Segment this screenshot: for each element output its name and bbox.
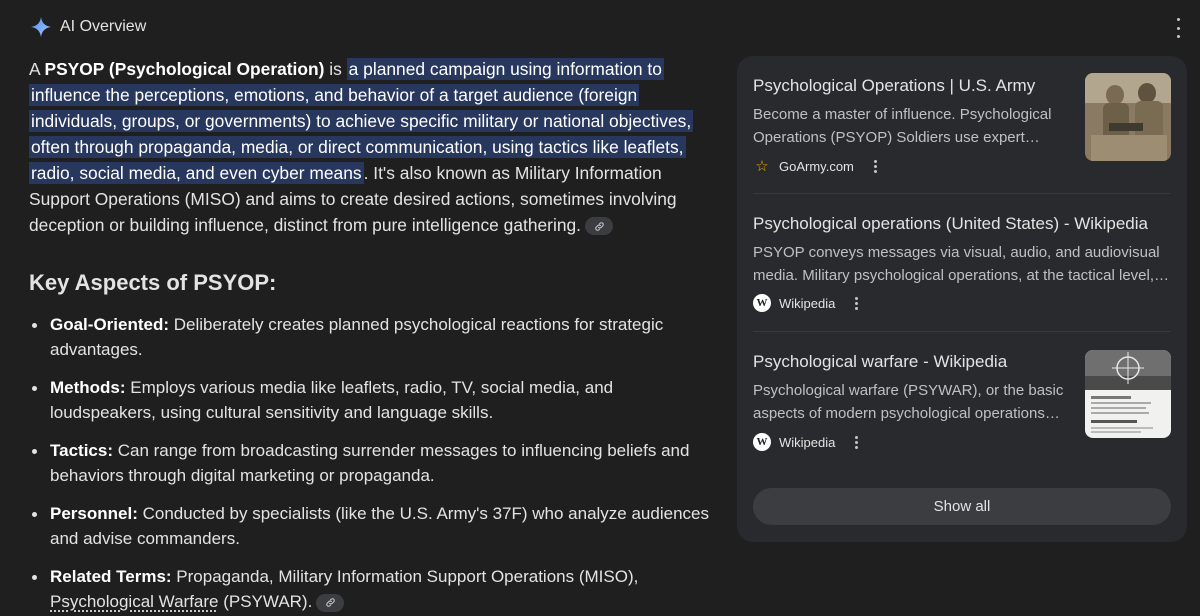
source-site — [753, 294, 862, 312]
intro-paragraph — [29, 56, 709, 238]
source-more-icon[interactable] — [870, 160, 881, 173]
soldiers-thumbnail — [1085, 73, 1171, 161]
aspect-text: Conducted by specialists (like the U.S. Army's 37F) who analyze audiences and advise commanders. — [50, 504, 709, 548]
aspect-label: Related Terms: — [50, 567, 172, 586]
section-heading: Key Aspects of PSYOP: — [29, 270, 277, 295]
aspect-text: Employs various media like leaflets, radio, TV, social media, and loudspeakers, using cultural sensitivity and language skills. — [50, 378, 614, 422]
snippet-line: aspects of modern psychological operations… — [753, 405, 1060, 422]
leaflet-thumbnail — [1085, 350, 1171, 438]
aspect-text: Propaganda, Military Information Support Operations (MISO), — [171, 567, 639, 586]
source-site-name: Wikipedia — [779, 434, 836, 450]
source-site-name: Wikipedia — [779, 295, 836, 311]
snippet-line: Become a master of influence. Psychological — [753, 106, 1052, 123]
aspect-text: Deliberately creates planned psychological reactions for strategic advantages. — [50, 315, 664, 359]
list-item — [29, 501, 709, 551]
list-item — [29, 312, 709, 362]
wikipedia-icon: W — [753, 433, 771, 451]
citation-link-chip[interactable] — [585, 217, 613, 235]
ai-overview-title: AI Overview — [60, 18, 147, 35]
intro-rest: . It's also known as Military Information Support Operations (MISO) and aims to create desired actions, sometimes involving deception or building influence, distinct from pure intelligence gathering. — [29, 163, 677, 235]
ai-overview-header — [30, 14, 146, 40]
source-title[interactable]: Psychological warfare - Wikipedia — [753, 352, 1008, 371]
list-item — [29, 438, 709, 488]
citation-link-chip[interactable] — [316, 594, 344, 612]
show-all-button[interactable]: Show all — [753, 488, 1171, 525]
source-site — [753, 433, 862, 451]
star-icon: ☆ — [755, 158, 769, 175]
gemini-spark-icon — [30, 16, 52, 38]
snippet-line: Psychological warfare (PSYWAR), or the basic — [753, 382, 1064, 399]
source-title[interactable]: Psychological Operations | U.S. Army — [753, 76, 1036, 95]
source-snippet — [753, 379, 1063, 425]
snippet-line: media. Military psychological operations, at the tactical level,… — [753, 267, 1170, 284]
aspect-label: Methods: — [50, 378, 126, 397]
source-title[interactable]: Psychological operations (United States) - Wikipedia — [753, 214, 1148, 233]
source-more-icon[interactable] — [851, 436, 862, 449]
intro-term: PSYOP (Psychological Operation) — [44, 59, 325, 79]
link-icon — [325, 597, 336, 608]
source-more-icon[interactable] — [851, 297, 862, 310]
overview-body — [29, 56, 709, 616]
intro-prefix: A — [29, 59, 45, 79]
source-card[interactable] — [753, 56, 1171, 194]
aspect-tail: (PSYWAR). — [218, 592, 313, 611]
source-site — [753, 157, 881, 175]
list-item — [29, 564, 709, 614]
source-card[interactable] — [753, 194, 1171, 332]
source-snippet — [753, 103, 1051, 149]
aspect-label: Personnel: — [50, 504, 138, 523]
link-icon — [594, 221, 605, 232]
snippet-line: PSYOP conveys messages via visual, audio, and audiovisual — [753, 244, 1160, 261]
snippet-line: Operations (PSYOP) Soldiers use expert… — [753, 129, 1040, 146]
source-card[interactable] — [753, 332, 1171, 472]
aspect-label: Tactics: — [50, 441, 113, 460]
psychological-warfare-link[interactable]: Psychological Warfare — [50, 592, 219, 611]
more-options-icon[interactable] — [1172, 18, 1184, 38]
source-snippet — [753, 241, 1169, 287]
intro-is: is — [324, 59, 347, 79]
list-item — [29, 375, 709, 425]
aspect-label: Goal-Oriented: — [50, 315, 170, 334]
aspects-list — [29, 312, 709, 614]
source-site-name: GoArmy.com — [779, 158, 854, 174]
wikipedia-icon: W — [753, 294, 771, 312]
sources-panel — [737, 56, 1187, 542]
aspect-text: Can range from broadcasting surrender messages to influencing beliefs and behaviors through digital marketing or propaganda. — [50, 441, 690, 485]
highlighted-definition: a planned campaign using information to influence the perceptions, emotions, and behavior of a target audience (foreign individuals, groups, or governments) to achieve specific military or national objectives, often through propaganda, media, or direct communication, using tactics like leaflets, radio, social media, and even cyber means — [31, 59, 692, 183]
